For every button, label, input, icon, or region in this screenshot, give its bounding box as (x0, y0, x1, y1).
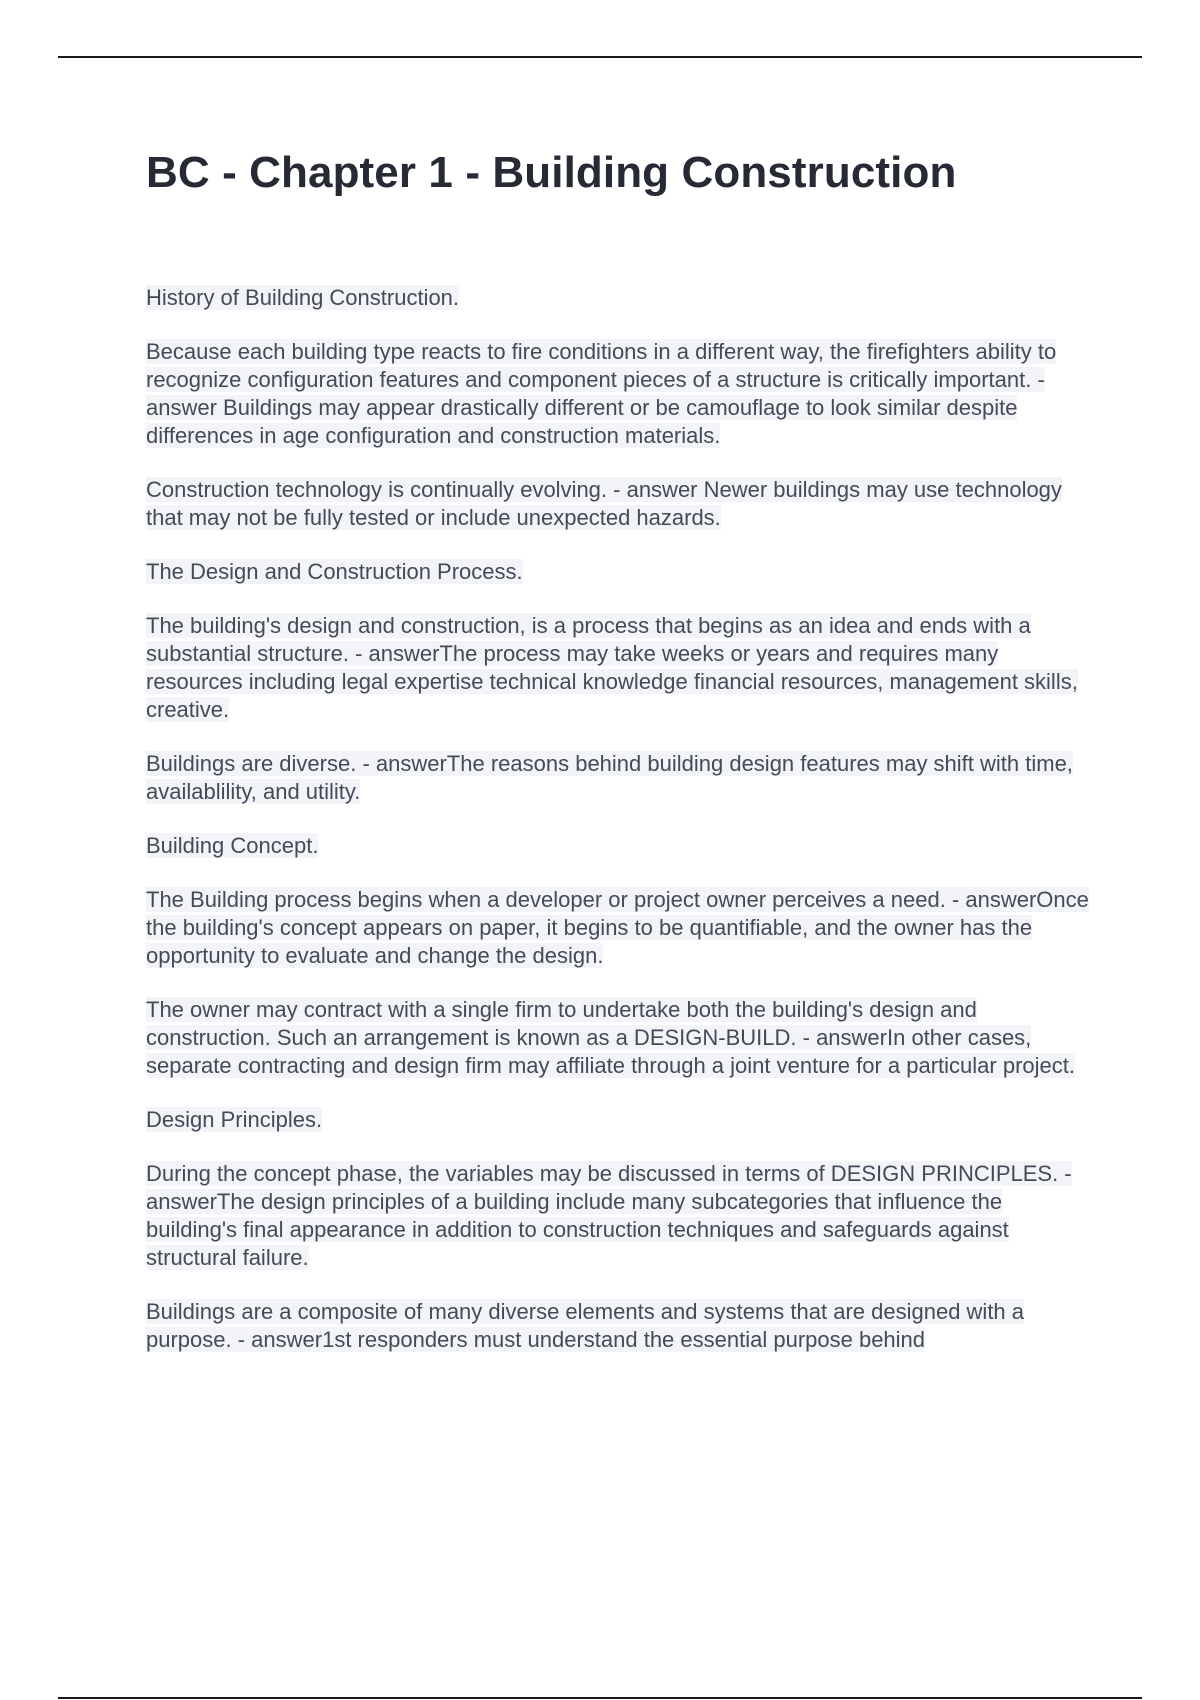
section-heading: Building Concept. (146, 833, 319, 858)
question-answer-paragraph: Construction technology is continually evolving. - answer Newer buildings may use technology that may not be fully tested or include unexpected hazards. (146, 477, 1062, 530)
question-answer-paragraph: The Building process begins when a developer or project owner perceives a need. - answerOnce the building's concept appears on paper, it begins to be quantifiable, and the owner has the opportunity to evaluate and change the design. (146, 887, 1089, 968)
section-heading: History of Building Construction. (146, 285, 460, 310)
question-answer-paragraph: Buildings are a composite of many diverse elements and systems that are designed with a purpose. - answer1st responders must understand the essential purpose behind (146, 1299, 1025, 1352)
top-divider (58, 56, 1142, 58)
page-title: BC - Chapter 1 - Building Construction (146, 148, 957, 197)
question-answer-paragraph: The building's design and construction, is a process that begins as an idea and ends with a substantial structure. - answerThe process may take weeks or years and requires many resources including legal expertise technical knowledge financial resources, management skills, creative. (146, 613, 1078, 722)
document-body (146, 284, 1096, 1354)
question-answer-paragraph: Buildings are diverse. - answerThe reasons behind building design features may shift with time, availablility, and utility. (146, 751, 1073, 804)
document-page (146, 142, 1096, 1380)
bottom-divider (58, 1697, 1142, 1699)
question-answer-paragraph: During the concept phase, the variables may be discussed in terms of DESIGN PRINCIPLES. - answerThe design principles of a building include many subcategories that influence the building's final appearance in addition to construction techniques and safeguards against structural failure. (146, 1161, 1072, 1270)
question-answer-paragraph: Because each building type reacts to fire conditions in a different way, the firefighters ability to recognize configuration features and component pieces of a structure is critically important. - answer Buildings may appear drastically different or be camouflage to look similar despite differences in age configuration and construction materials. (146, 339, 1057, 448)
section-heading: The Design and Construction Process. (146, 559, 523, 584)
section-heading: Design Principles. (146, 1107, 323, 1132)
question-answer-paragraph: The owner may contract with a single firm to undertake both the building's design and construction. Such an arrangement is known as a DESIGN-BUILD. - answerIn other cases, separate contracting and design firm may affiliate through a joint venture for a particular project. (146, 997, 1075, 1078)
